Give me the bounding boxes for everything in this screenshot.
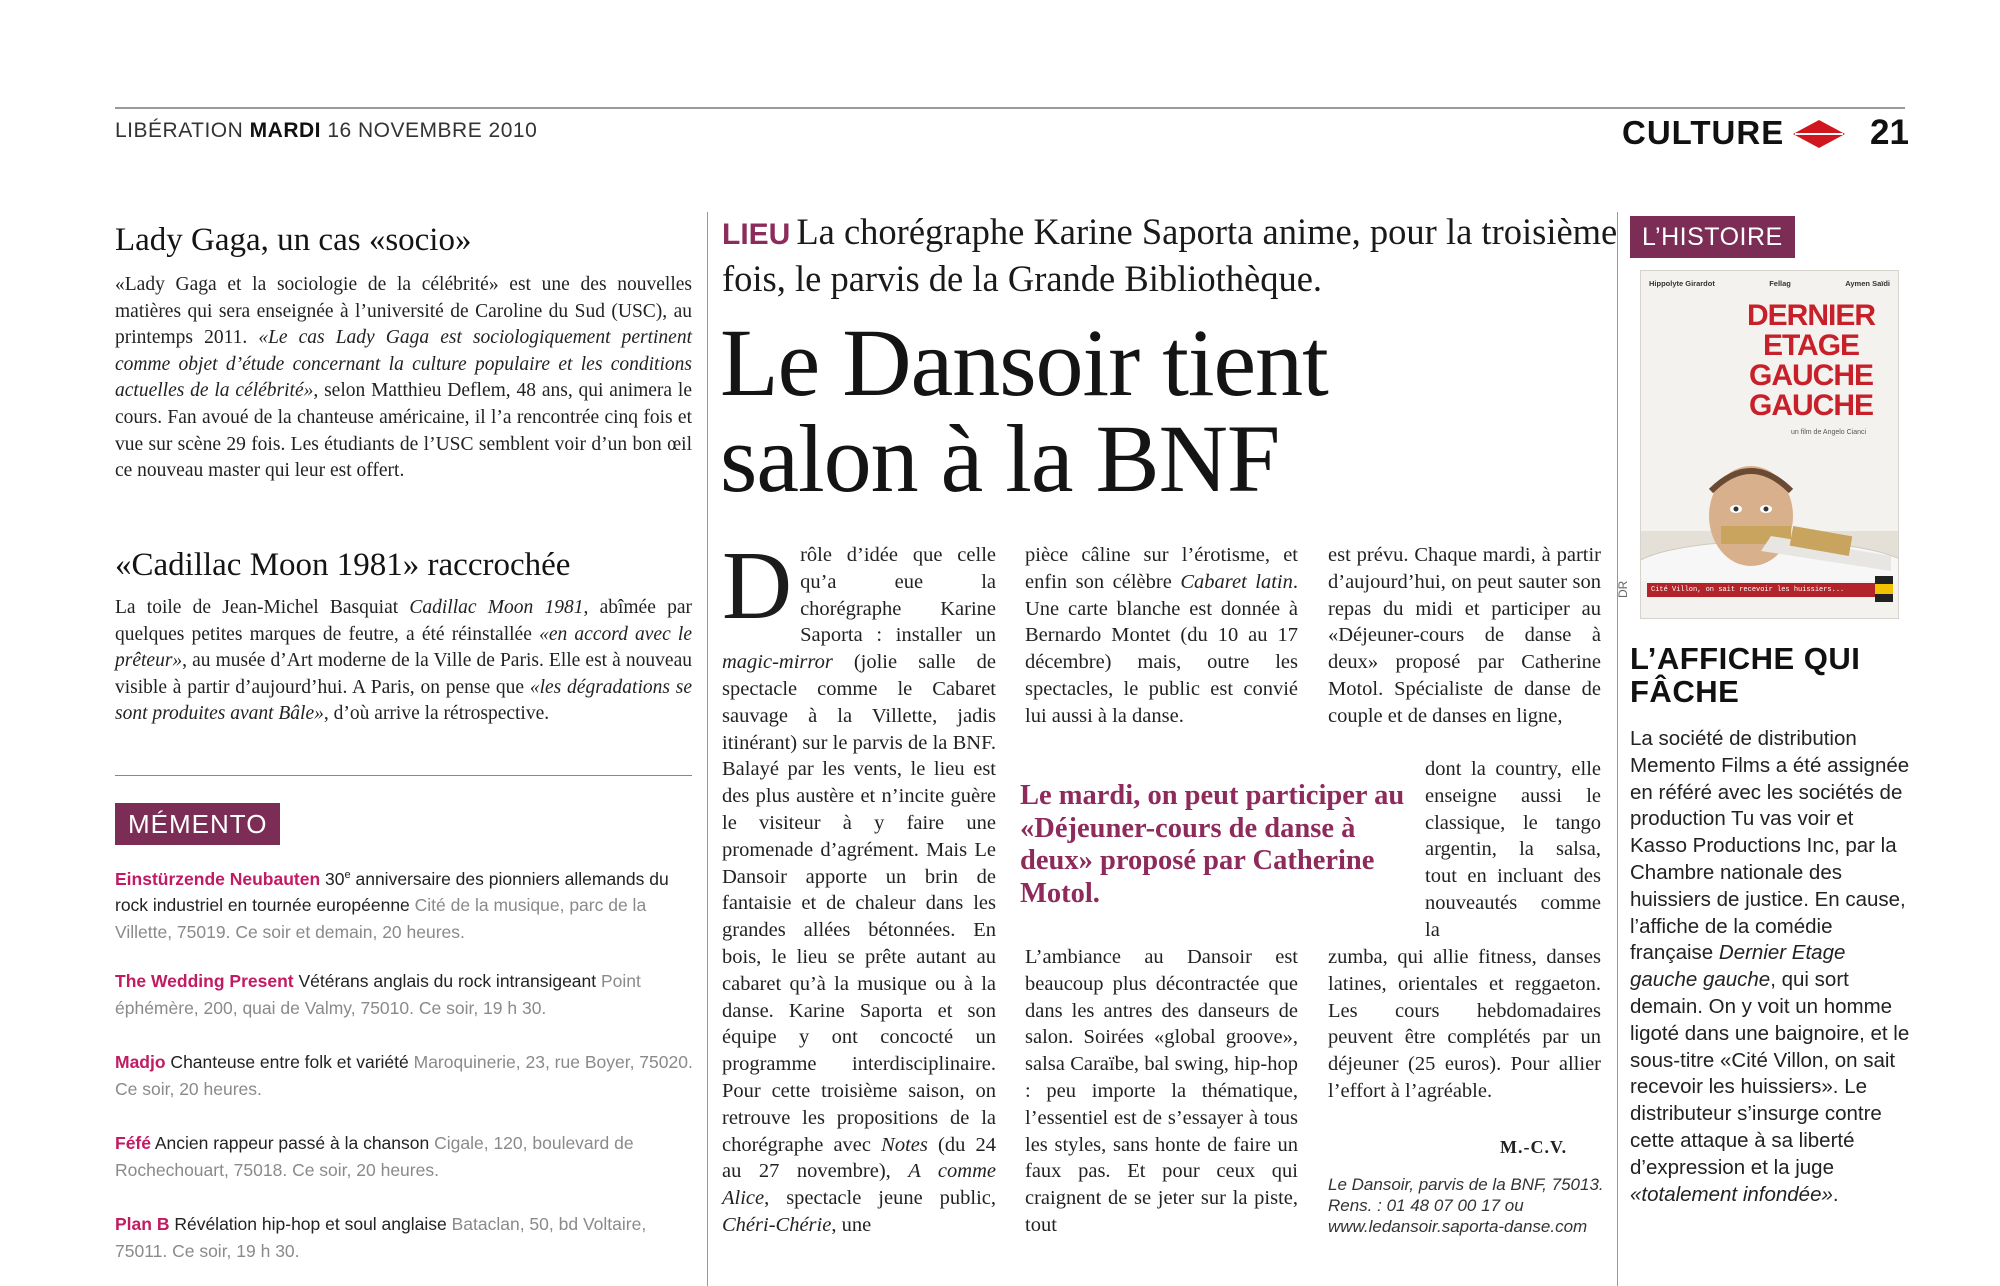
brief-text: «Lady Gaga et la sociologie de la célébrité» est une des nouvelles matières qui sera enseignée à l’université de Caroline du Sud (USC), au printemps 2011. (115, 274, 692, 349)
memento-item-name: The Wedding Present (115, 971, 294, 991)
divider (115, 775, 692, 776)
memento-item-name: Einstürzende Neubauten (115, 868, 321, 889)
weekday: MARDI (249, 119, 321, 142)
section-diamond-icon (1793, 120, 1845, 148)
memento-item-name: Féfé (115, 1133, 151, 1153)
story-column-3-narrow: dont la country, elle enseigne aussi le classique, le tango argentin, la salsa, tout en incluant des nouveautés comme la (1425, 758, 1601, 941)
poster-actors: Hippolyte Girardot Fellag Aymen Saïdi (1649, 279, 1890, 288)
page-number: 21 (1870, 113, 1909, 152)
memento-item (115, 968, 695, 1021)
kicker-label: LIEU (722, 218, 791, 251)
story-column-2-top: pièce câline sur l’érotisme, et enfin son célèbre Cabaret latin. Une carte blanche est donnée à Bernardo Montet (du 10 au 17 décembre) mais, outre les spectacles, le public est convié lui aussi à la danse. (1025, 544, 1298, 727)
memento-item-venue: Maroquinerie, 23, rue Boyer, 75020. Ce soir, 20 heures. (115, 1052, 693, 1099)
brief-title: Lady Gaga, un cas «socio» (115, 222, 472, 258)
venue-info: Le Dansoir, parvis de la BNF, 75013. Rens. : 01 48 07 00 17 ou www.ledansoir.saporta-danse.com (1328, 1175, 1604, 1236)
memento-label: MÉMENTO (115, 803, 280, 845)
memento-item-desc: Ancien rappeur passé à la chanson (150, 1133, 435, 1153)
memento-item-venue: Point éphémère, 200, quai de Valmy, 75010. Ce soir, 19 h 30. (115, 971, 641, 1018)
byline-initials: M.-C.V. (1500, 1137, 1568, 1157)
brief-body (115, 595, 692, 728)
drop-cap: D (722, 532, 793, 639)
memento-item-venue: Cigale, 120, boulevard de Rochechouart, 75018. Ce soir, 20 heures. (115, 1133, 634, 1180)
poster-title: DERNIER ETAGE GAUCHE GAUCHE (1746, 299, 1875, 422)
photo-credit: DR (1616, 580, 1630, 598)
kicker-text: La chorégraphe Karine Saporta anime, pour la troisième fois, le parvis de la Grande Bibliothèque. (722, 211, 1618, 299)
poster-logo-icon (1875, 576, 1893, 602)
brief-text: La toile de Jean-Michel Basquiat (115, 597, 410, 618)
brief-text: , au musée d’Art moderne de la Ville de Paris. Elle est à nouveau visible à partir d’aujourd’hui. A Paris, on pense que (115, 650, 692, 698)
memento-item-name: Plan B (115, 1214, 170, 1234)
story-kicker (722, 210, 1622, 301)
poster-tagline: Cité Villon, on sait recevoir les huissiers... (1647, 583, 1877, 597)
story-column-2-bottom: L’ambiance au Dansoir est beaucoup plus décontractée que dans les antres des danseurs de salon. Soirées «global groove», salsa Caraïbe, bal swing, hip-hop : peu importe la thématique, l’essentiel est de s’essayer à tous les styles, sans honte de faire un faux pas. Et pour ceux qui craignent de se jeter sur la piste, tout (1025, 946, 1298, 1236)
brief-title: «Cadillac Moon 1981» raccrochée (115, 547, 571, 583)
sidebar-body: La société de distribution Memento Films a été assignée en référé avec les sociétés de production Tu vas voir et Kasso Productions Inc, par la Chambre nationale des huissiers de justice. En cause, l’affiche de la comédie française Dernier Etage gauche gauche, qui sort demain. On y voit un homme ligoté dans une baignoire, et le sous-titre «Cité Villon, on sait recevoir les huissiers». Le distributeur s’insurge contre cette attaque à sa liberté d’expression et la juge «totalement infondée». (1630, 727, 1910, 1206)
memento-item-desc: Chanteuse entre folk et variété (165, 1052, 414, 1072)
top-rule (115, 107, 1905, 109)
memento-item (115, 1211, 695, 1264)
brief-text: , selon Matthieu Deflem, 48 ans, qui animera le cours. Fan avoué de la chanteuse américaine, il l’a rencontrée cinq fois et vue sur scène 29 fois. Les étudiants de l’USC semblent voir d’un bon œil ce nouveau master qui leur est offert. (115, 380, 692, 482)
column-rule (707, 212, 708, 1286)
date: 16 NOVEMBRE 2010 (327, 119, 538, 142)
poster-credit: un film de Angelo Cianci (1791, 429, 1867, 436)
brief-text-italic: «Le cas Lady Gaga est sociologiquement pertinent comme objet d’étude concernant la culture populaire et les conditions actuelles de la célébrité» (115, 327, 692, 402)
memento-item: Einstürzende Neubauten 30e anniversaire des pionniers allemands du rock industriel en tournée européenne Cité de la musique, parc de la Villette, 75019. Ce soir et demain, 20 heures. (115, 868, 669, 942)
memento-item-desc: Révélation hip-hop et soul anglaise (169, 1214, 452, 1234)
story-column-3-top: est prévu. Chaque mardi, à partir d’aujourd’hui, on peut sauter son repas du midi et participer au «Déjeuner-cours de danse à deux» proposé par Catherine Motol. Spécialiste de danse de couple et de danses en ligne, (1328, 544, 1601, 727)
brief-text: , abîmée par quelques petites marques de feutre, a été réinstallée (115, 597, 692, 645)
poster-man-image (1641, 421, 1898, 581)
movie-poster (1640, 270, 1899, 619)
memento-item-desc: anniversaire des pionniers allemands du rock industriel en tournée européenne (115, 868, 669, 916)
sidebar-title: L’AFFICHE QUI FÂCHE (1630, 641, 1861, 709)
memento-item (115, 1049, 695, 1102)
story-column-1: Drôle d’idée que celle qu’a eue la chorégraphe Karine Saporta : installer un magic-mirror (jolie salle de spectacle comme le Cabaret sauvage à la Villette, jadis itinérant) sur le parvis de la BNF. Balayé par les vents, le lieu est des plus austère et n’incite guère le visiteur à y faire une promenade d’agrément. Mais Le Dansoir apporte un brin de fantaisie et de chaleur dans les grandes allées bétonnées. En bois, le lieu se prête autant au cabaret qu’à la musique ou à la danse. Karine Saporta et son équipe y ont concocté un programme interdisciplinaire. Pour cette troisième saison, on retrouve les propositions de la chorégraphe avec Notes (du 24 au 27 novembre), A comme Alice, spectacle jeune public, Chéri-Chérie, une (722, 532, 996, 1236)
story-column-3-bottom: zumba, qui allie fitness, danses latines, orientales et reggaeton. Les cours hebdomadaires peuvent être complétés par un déjeuner (25 euros). Pour allier l’effort à l’agréable. (1328, 946, 1601, 1102)
brief-text-italic: «les dégradations se sont produites avant Bâle» (115, 676, 692, 725)
memento-item-venue: Cité de la musique, parc de la Villette, 75019. Ce soir et demain, 20 heures. (115, 895, 647, 942)
headline-line: Le Dansoir tient (720, 309, 1328, 416)
newspaper-name: LIBÉRATION (115, 119, 244, 142)
page-header-dateline (115, 119, 537, 143)
headline-line: salon à la BNF (720, 405, 1280, 512)
memento-item-name: Madjo (115, 1052, 166, 1072)
section-name: CULTURE (1622, 114, 1785, 151)
pull-quote: Le mardi, on peut participer au «Déjeuner-cours de danse à deux» proposé par Catherine Motol. (1020, 780, 1405, 909)
brief-body (115, 272, 692, 485)
brief-text-italic: «en accord avec le prêteur» (115, 623, 693, 672)
memento-item-venue: Bataclan, 50, bd Voltaire, 75011. Ce soir, 19 h 30. (115, 1214, 647, 1261)
histoire-label: L’HISTOIRE (1630, 216, 1795, 258)
brief-text: , d’où arrive la rétrospective. (323, 703, 550, 725)
brief-text-italic: Cadillac Moon 1981 (409, 597, 584, 618)
memento-item-desc: Vétérans anglais du rock intransigeant (293, 971, 601, 991)
memento-item (115, 1130, 695, 1183)
story-headline (720, 309, 1620, 512)
